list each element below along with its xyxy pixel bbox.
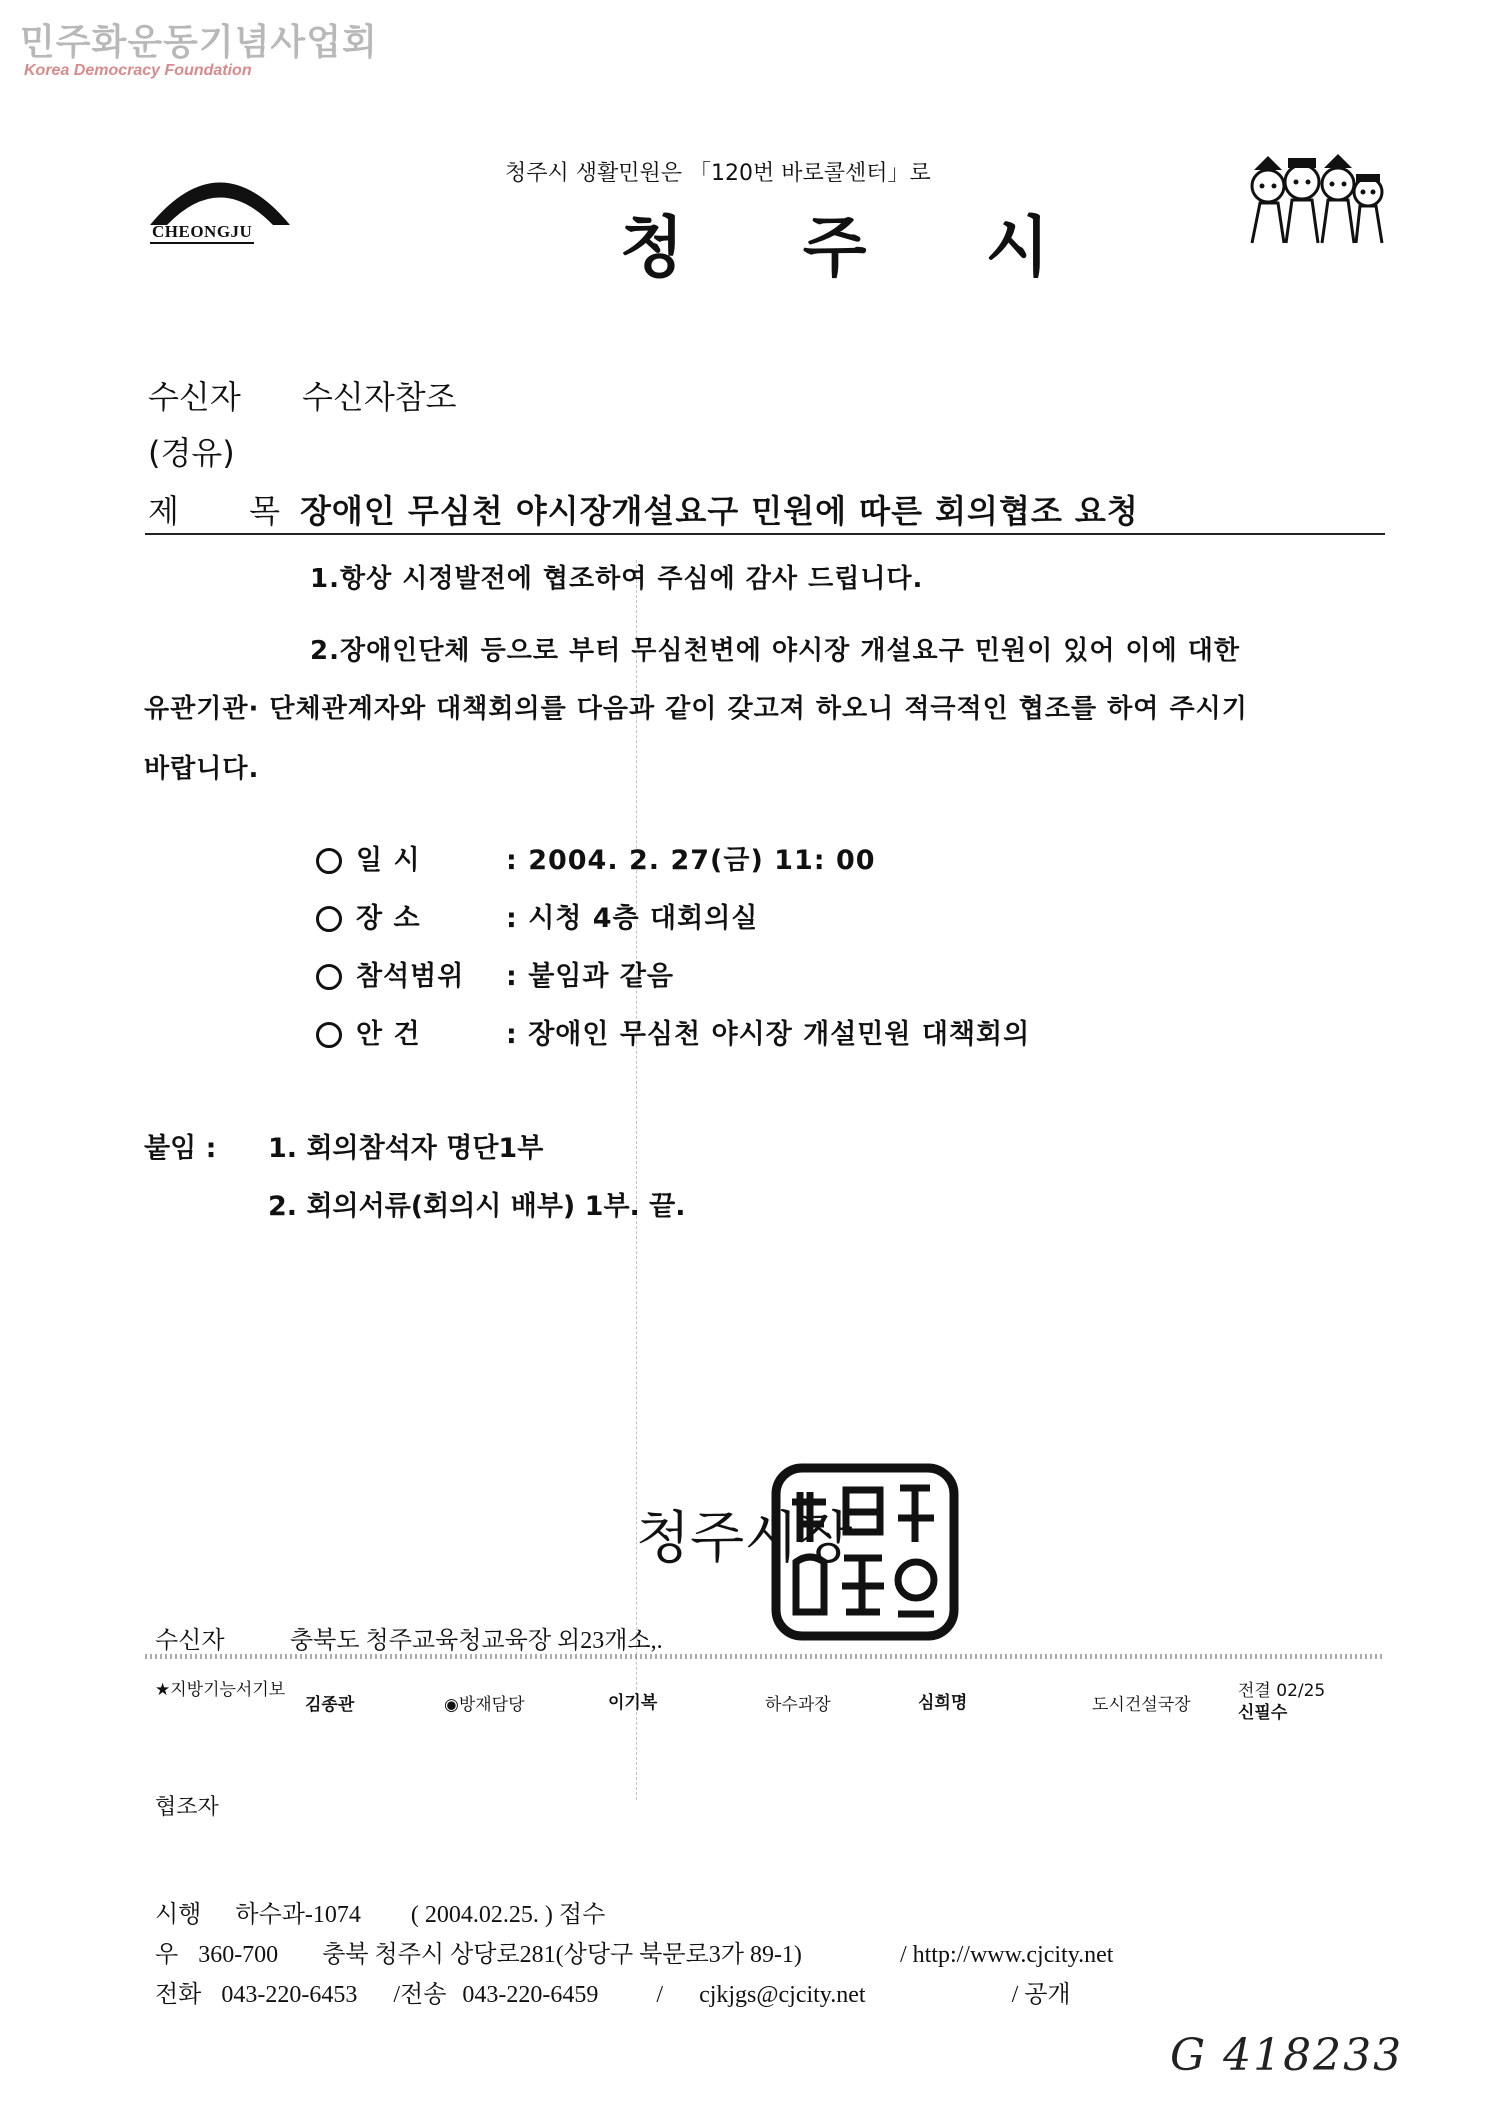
cooperation-label: 협조자 <box>155 1795 219 1820</box>
approval-officer-name: 이기복 <box>608 1693 658 1713</box>
tel-label: 전화 <box>155 1982 202 2008</box>
approval-final-name: 신필수 <box>1238 1703 1288 1723</box>
detail-value: : 장애인 무심천 야시장 개설민원 대책회의 <box>506 1019 1031 1050</box>
logo-text: CHEONGJU <box>150 222 254 244</box>
paragraph-2-line-3: 바랍니다. <box>144 754 260 784</box>
subject-divider <box>145 533 1385 535</box>
paragraph-2-line-2: 유관기관· 단체관계자와 대책회의를 다음과 같이 갖고져 하오니 적극적인 협조를 하여 주시기 <box>144 694 1248 724</box>
approval-final-title: 전결 02/25 <box>1238 1681 1326 1701</box>
enforcement-date: ( 2004.02.25. ) 접수 <box>410 1902 606 1928</box>
footer-divider <box>145 1654 1385 1659</box>
fold-line <box>636 560 637 1800</box>
disclosure-status: / 공개 <box>1011 1982 1071 2008</box>
website-link[interactable]: / http://www.cjcity.net <box>899 1942 1114 1968</box>
paragraph-2-line-1: 2.장애인단체 등으로 부터 무심천변에 야시장 개설요구 민원이 있어 이에 대한 <box>310 636 1241 666</box>
address: 충북 청주시 상당로281(상당구 북문로3가 89-1) <box>322 1942 802 1968</box>
watermark-english: Korea Democracy Foundation <box>24 62 252 79</box>
approval-drafter-name: 김종관 <box>305 1695 355 1715</box>
circle-bullet-icon <box>316 1022 342 1048</box>
footer-recipients-label: 수신자 <box>155 1628 225 1654</box>
footer-recipients-value: 충북도 청주교육청교육장 외23개소,. <box>290 1628 663 1654</box>
recipient-label: 수신자 <box>148 378 241 416</box>
approval-drafter-title: ★지방기능서기보 <box>155 1680 286 1700</box>
detail-label: 일 시 <box>356 845 421 876</box>
enforcement-label: 시행 <box>155 1902 202 1928</box>
contact-line <box>155 1974 1071 2009</box>
approval-director-title: 도시건설국장 <box>1092 1695 1191 1715</box>
fax-label: /전송 <box>393 1982 447 2008</box>
detail-value: : 2004. 2. 27(금) 11: 00 <box>506 845 876 876</box>
enforcement-line <box>155 1894 605 1929</box>
detail-attendees <box>316 954 674 993</box>
via-label: (경유) <box>148 434 235 472</box>
official-seal-icon <box>770 1462 960 1642</box>
signatory-name: 청주시장 <box>636 1506 853 1571</box>
attachments-label: 붙임 : <box>144 1133 217 1164</box>
detail-label: 장 소 <box>356 903 421 934</box>
detail-label: 참석범위 <box>356 961 465 992</box>
detail-value: : 붙임과 같음 <box>506 961 675 992</box>
call-center-notice: 청주시 생활민원은 「120번 바로콜센터」로 <box>505 161 931 186</box>
fax-number: 043-220-6459 <box>462 1982 599 2008</box>
tel-number: 043-220-6453 <box>221 1982 358 2008</box>
handwritten-document-number: G 418233 <box>1170 2030 1404 2081</box>
email-separator: / <box>656 1982 664 2008</box>
detail-label: 안 건 <box>356 1019 421 1050</box>
attachment-item-1: 1. 회의참석자 명단1부 <box>268 1133 544 1164</box>
address-line <box>155 1934 1113 1969</box>
attachment-item-2: 2. 회의서류(회의시 배부) 1부. 끝. <box>268 1191 686 1222</box>
subject-label: 제 목 <box>148 492 310 530</box>
paragraph-1: 1.항상 시정발전에 협조하여 주심에 감사 드립니다. <box>310 564 924 594</box>
approval-section-title: 하수과장 <box>765 1695 831 1715</box>
detail-value: : 시청 4층 대회의실 <box>506 903 759 934</box>
detail-location <box>316 896 758 935</box>
approval-section-name: 심희명 <box>918 1693 968 1713</box>
detail-agenda <box>316 1012 1030 1051</box>
circle-bullet-icon <box>316 906 342 932</box>
email-link[interactable]: cjkjgs@cjcity.net <box>699 1982 866 2008</box>
circle-bullet-icon <box>316 964 342 990</box>
watermark-korean: 민주화운동기념사업회 <box>20 22 378 63</box>
zip-code: 360-700 <box>198 1942 279 1968</box>
zip-label: 우 <box>155 1942 179 1968</box>
detail-datetime <box>316 838 876 877</box>
approval-officer-title: ◉방재담당 <box>444 1695 525 1715</box>
subject-value: 장애인 무심천 야시장개설요구 민원에 따른 회의협조 요청 <box>300 492 1139 530</box>
issuer-title: 청 주 시 <box>620 208 1098 286</box>
recipient-value: 수신자참조 <box>302 378 457 416</box>
enforcement-number: 하수과-1074 <box>235 1902 361 1928</box>
circle-bullet-icon <box>316 848 342 874</box>
mascot-characters-icon <box>1240 148 1390 248</box>
